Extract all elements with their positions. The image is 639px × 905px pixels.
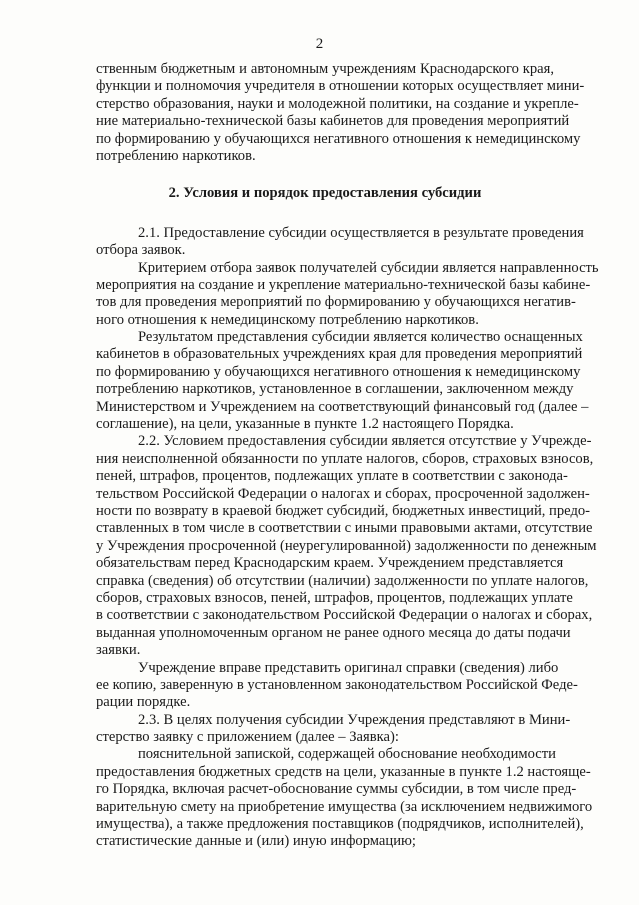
text-line: потреблению наркотиков. — [96, 147, 256, 164]
text-line: варительную смету на приобретение имущества (за исключением недвижимого — [96, 798, 593, 815]
text-line: Учреждение вправе представить оригинал справки (сведения) либо — [138, 659, 559, 676]
text-line: соглашение), на цели, указанные в пункте 1.2 настоящего Порядка. — [96, 416, 514, 433]
paragraph-2-1 — [96, 224, 584, 260]
intro-paragraph — [96, 61, 585, 165]
paragraph-explanatory-note — [96, 746, 593, 850]
text-line: сборов, страховых взносов, пеней, штрафов, процентов, подлежащих уплате — [96, 589, 573, 606]
paragraph-certificate — [96, 659, 578, 712]
text-line: потреблению наркотиков, установленное в соглашении, заключенном между — [96, 381, 574, 398]
text-line: Критерием отбора заявок получателей субсидии является направленность — [138, 259, 599, 276]
text-line: отбора заявок. — [96, 242, 186, 259]
text-line: ния неисполненной обязанности по уплате налогов, сборов, страховых взносов, — [96, 450, 594, 467]
text-line: рации порядке. — [96, 694, 191, 711]
text-line: ности по возврату в краевой бюджет субсидий, бюджетных инвестиций, предо- — [96, 502, 591, 519]
text-line: стерство заявку с приложением (далее – Заявка): — [96, 729, 399, 746]
text-line: ного отношения к немедицинскому потреблению наркотиков. — [96, 311, 479, 328]
text-line: 2.2. Условием предоставления субсидии является отсутствие у Учрежде- — [138, 433, 592, 450]
text-line: по формированию у обучающихся негативного отношения к немедицинскому — [96, 130, 581, 147]
text-line: тельством Российской Федерации о налогах и сборах, просроченной задолжен- — [96, 485, 590, 502]
text-line: имущества), а также предложения поставщиков (подрядчиков, исполнителей), — [96, 816, 584, 833]
text-line: предоставления бюджетных средств на цели, указанные в пункте 1.2 настояще- — [96, 763, 591, 780]
page-number: 2 — [315, 36, 324, 52]
text-line: функции и полномочия учредителя в отношении которых осуществляет мини- — [96, 78, 585, 95]
text-line: ее копию, заверенную в установленном законодательством Российской Феде- — [96, 676, 578, 693]
text-line: тов для проведения мероприятий по формированию у обучающихся негатив- — [96, 294, 576, 311]
text-line: справка (сведения) об отсутствии (наличии) задолженности по уплате налогов, — [96, 572, 589, 589]
text-line: кабинетов в образовательных учреждениях края для проведения мероприятий — [96, 346, 583, 363]
paragraph-2-3 — [96, 711, 571, 747]
section-heading: 2. Условия и порядок предоставления субсидии — [168, 185, 482, 202]
text-line: 2.3. В целях получения субсидии Учреждения представляют в Мини- — [138, 711, 571, 728]
text-line: в соответствии с законодательством Российской Федерации о налогах и сборах, — [96, 607, 593, 624]
text-line: выданная уполномоченным органом не ранее одного месяца до даты подачи — [96, 624, 571, 641]
text-line: у Учреждения просроченной (неурегулированной) задолженности по денежным — [96, 537, 597, 554]
document-body — [96, 61, 599, 851]
paragraph-2-2 — [96, 433, 597, 659]
text-line: ставленных в том числе в соответствии с иными правовыми актами, отсутствие — [96, 520, 593, 537]
text-line: пояснительной запиской, содержащей обоснование необходимости — [138, 746, 556, 763]
text-line: 2.1. Предоставление субсидии осуществляется в результате проведения — [138, 224, 584, 241]
text-line: пеней, штрафов, процентов, подлежащих уплате в соответствии с законода- — [96, 468, 568, 485]
text-line: Министерством и Учреждением на соответствующий финансовый год (далее – — [96, 398, 589, 415]
text-line: ственным бюджетным и автономным учреждениям Краснодарского края, — [96, 61, 554, 77]
text-line: го Порядка, включая расчет-обоснование суммы субсидии, в том числе пред- — [96, 781, 577, 798]
paragraph-result — [96, 329, 589, 433]
text-line: Результатом представления субсидии является количество оснащенных — [138, 329, 583, 346]
text-line: стерство образования, науки и молодежной политики, на создание и укрепле- — [96, 95, 579, 112]
text-line: статистические данные и (или) иную информацию; — [96, 833, 416, 850]
text-line: мероприятия на создание и укрепление материально-технической базы кабине- — [96, 276, 591, 293]
text-line: обязательствам перед Краснодарским краем. Учреждением представляется — [96, 555, 564, 572]
text-line: по формированию у обучающихся негативного отношения к немедицинскому — [96, 363, 581, 380]
text-line: ние материально-технической базы кабинетов для проведения мероприятий — [96, 113, 570, 130]
paragraph-criterion — [96, 259, 599, 330]
text-line: заявки. — [96, 642, 141, 659]
